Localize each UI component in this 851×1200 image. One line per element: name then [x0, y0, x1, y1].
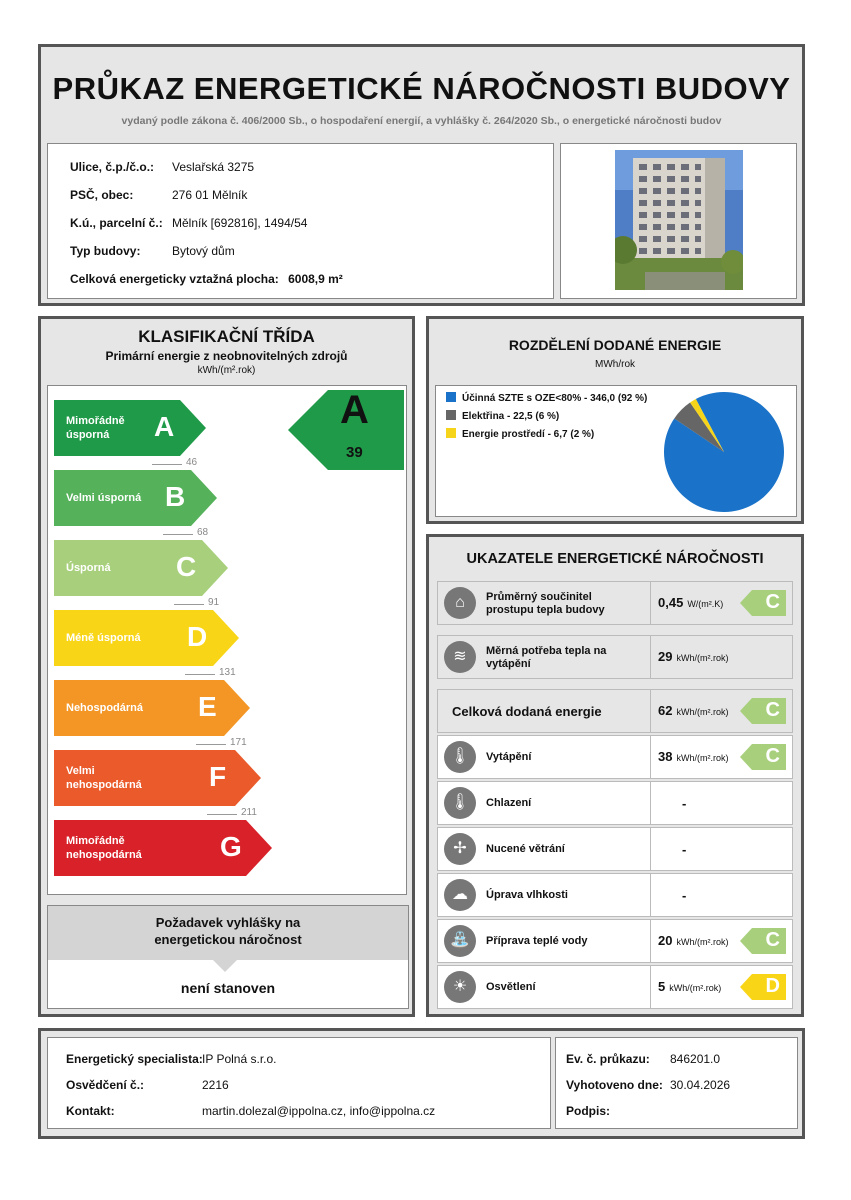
indicator-unit: W/(m².K)	[687, 599, 724, 609]
class-name: Mimořádně nehospodárná	[66, 835, 142, 861]
indicator-name: Úprava vlhkosti	[486, 889, 568, 901]
legend-label: Účinná SZTE s OZE<80% - 346,0 (92 %)	[462, 393, 648, 404]
classification-panel	[38, 316, 415, 1017]
header-panel	[38, 44, 805, 306]
indicator-name: Vytápění	[486, 751, 532, 763]
ku-row: K.ú., parcelní č.: Mělník [692816], 1494/54	[70, 216, 308, 230]
legend-swatch	[446, 428, 456, 438]
indicator-value: -	[682, 888, 687, 903]
indicators-panel	[426, 534, 804, 1017]
building-info	[47, 143, 554, 299]
indicator-row	[437, 635, 793, 679]
class-bar-c	[54, 540, 228, 596]
indicator-value: 5 kWh/(m².rok)	[658, 979, 722, 994]
heat-icon: ≋	[444, 641, 476, 673]
indicator-row	[437, 827, 793, 871]
ev-value: 846201.0	[670, 1052, 721, 1066]
fan-icon: ✢	[444, 833, 476, 865]
threshold-value: 91	[208, 597, 220, 608]
cert-label: Osvědčení č.:	[66, 1078, 145, 1092]
result-class: A	[340, 388, 369, 432]
building-photo-frame	[560, 143, 797, 299]
thermometer-icon: 🌡	[444, 787, 476, 819]
class-name: Velmi nehospodárná	[66, 765, 142, 791]
specialist-label: Energetický specialista:	[66, 1052, 203, 1066]
requirement-value: není stanoven	[180, 980, 276, 996]
footer-left	[47, 1037, 551, 1129]
indicator-value: -	[682, 842, 687, 857]
indicator-unit: kWh/(m².rok)	[676, 707, 729, 717]
indicator-name: Nucené větrání	[486, 843, 565, 855]
class-name: Mimořádně úsporná	[66, 415, 125, 441]
energy-legend	[446, 392, 647, 446]
class-bar-d	[54, 610, 239, 666]
lightbulb-icon: ☀	[444, 971, 476, 1003]
indicator-row	[437, 581, 793, 625]
threshold-line	[174, 604, 204, 605]
address-row: Ulice, č.p./č.o.: Veslařská 3275	[70, 160, 255, 174]
ev-label: Ev. č. průkazu:	[566, 1052, 650, 1066]
result-value: 39	[346, 444, 363, 461]
class-letter: D	[187, 621, 208, 652]
result-class-arrow	[288, 390, 404, 470]
indicator-name: Průměrný součinitel prostupu tepla budovy	[486, 591, 605, 616]
requirement-box	[47, 905, 409, 1009]
indicator-class: D	[765, 975, 780, 997]
indicator-value: 0,45 W/(m².K)	[658, 595, 724, 610]
energy-unit: MWh/rok	[595, 359, 635, 370]
indicator-class: C	[765, 929, 780, 951]
indicator-unit: kWh/(m².rok)	[669, 983, 722, 993]
classification-unit: kWh/(m².rok)	[197, 365, 256, 376]
class-bar-f	[54, 750, 261, 806]
class-letter: B	[165, 481, 186, 512]
footer-panel	[38, 1028, 805, 1139]
date-value: 30.04.2026	[670, 1078, 731, 1092]
indicator-value: 20 kWh/(m².rok)	[658, 933, 729, 948]
class-name: Úsporná	[66, 562, 111, 574]
threshold-value: 68	[197, 527, 209, 538]
classification-subtitle: Primární energie z neobnovitelných zdrojů	[105, 349, 348, 363]
indicator-name: Osvětlení	[486, 981, 536, 993]
page-subtitle: vydaný podle zákona č. 406/2000 Sb., o hospodaření energií, a vyhlášky č. 264/2020 Sb., o energetické náročnosti budov	[121, 115, 722, 127]
indicator-name: Příprava teplé vody	[486, 935, 588, 947]
indicator-name: Měrná potřeba tepla na vytápění	[486, 645, 607, 670]
classification-scale	[47, 385, 407, 895]
energy-chart-box	[435, 385, 797, 517]
threshold-value: 46	[186, 457, 198, 468]
indicator-class: C	[765, 745, 780, 767]
energy-panel	[426, 316, 804, 524]
class-letter: C	[176, 551, 197, 582]
legend-item	[446, 428, 647, 446]
class-bar-a	[54, 400, 206, 456]
thermometer-plus-icon: 🌡	[444, 741, 476, 773]
class-name: Velmi úsporná	[66, 492, 142, 504]
indicator-name: Chlazení	[486, 797, 532, 809]
legend-item	[446, 410, 647, 428]
threshold-line	[207, 814, 237, 815]
legend-label: Energie prostředí - 6,7 (2 %)	[462, 429, 595, 440]
indicator-value: 29 kWh/(m².rok)	[658, 649, 729, 664]
class-name: Nehospodárná	[66, 702, 144, 714]
date-label: Vyhotoveno dne:	[566, 1078, 663, 1092]
indicator-value: -	[682, 796, 687, 811]
contact-value: martin.dolezal@ippolna.cz, info@ippolna.cz	[202, 1104, 436, 1118]
legend-swatch	[446, 392, 456, 402]
legend-swatch	[446, 410, 456, 420]
indicator-row	[437, 965, 793, 1009]
indicator-row	[437, 919, 793, 963]
indicator-class-badge	[740, 698, 786, 724]
class-bar-g	[54, 820, 272, 876]
area-row: Celková energeticky vztažná plocha: 6008,9 m²	[70, 272, 343, 286]
faucet-icon: ⛲	[444, 925, 476, 957]
class-bar-b	[54, 470, 217, 526]
indicator-row	[437, 781, 793, 825]
legend-item	[446, 392, 647, 410]
building-photo	[615, 150, 743, 290]
specialist-value: IP Polná s.r.o.	[202, 1052, 277, 1066]
class-letter: A	[154, 411, 175, 442]
energy-title: ROZDĚLENÍ DODANÉ ENERGIE	[508, 337, 722, 353]
threshold-line	[185, 674, 215, 675]
threshold-line	[152, 464, 182, 465]
indicator-class-badge	[740, 590, 786, 616]
indicator-value: 38 kWh/(m².rok)	[658, 749, 729, 764]
indicator-row	[437, 689, 793, 733]
threshold-line	[163, 534, 193, 535]
indicators-title: UKAZATELE ENERGETICKÉ NÁROČNOSTI	[466, 551, 764, 567]
indicator-value: 62 kWh/(m².rok)	[658, 703, 729, 718]
type-row: Typ budovy: Bytový dům	[70, 244, 235, 258]
indicator-name: Celková dodaná energie	[452, 704, 602, 719]
indicator-class: C	[765, 591, 780, 613]
indicator-class: C	[765, 699, 780, 721]
class-bar-e	[54, 680, 250, 736]
threshold-value: 131	[219, 667, 236, 678]
indicator-row	[437, 873, 793, 917]
classification-title: KLASIFIKAČNÍ TŘÍDA	[138, 327, 315, 346]
indicator-row	[437, 735, 793, 779]
house-icon: ⌂	[444, 587, 476, 619]
indicator-class-badge	[740, 928, 786, 954]
indicator-unit: kWh/(m².rok)	[676, 753, 729, 763]
page-title: PRŮKAZ ENERGETICKÉ NÁROČNOSTI BUDOVY	[52, 71, 791, 106]
class-letter: F	[209, 761, 227, 792]
indicator-unit: kWh/(m².rok)	[676, 653, 729, 663]
indicator-class-badge	[740, 974, 786, 1000]
energy-pie-chart	[640, 368, 808, 536]
requirement-arrow	[213, 960, 237, 972]
cert-value: 2216	[202, 1078, 229, 1092]
class-letter: E	[198, 691, 217, 722]
contact-label: Kontakt:	[66, 1104, 115, 1118]
class-letter: G	[220, 831, 242, 862]
humidity-icon: ☁	[444, 879, 476, 911]
psc-row: PSČ, obec: 276 01 Mělník	[70, 188, 248, 202]
footer-right	[555, 1037, 798, 1129]
sign-label: Podpis:	[566, 1104, 610, 1118]
threshold-line	[196, 744, 226, 745]
threshold-value: 211	[241, 807, 257, 818]
threshold-value: 171	[230, 737, 247, 748]
requirement-title: Požadavek vyhlášky na energetickou náročnost	[154, 915, 302, 947]
indicator-class-badge	[740, 744, 786, 770]
legend-label: Elektřina - 22,5 (6 %)	[462, 411, 560, 422]
indicator-unit: kWh/(m².rok)	[676, 937, 729, 947]
class-name: Méně úsporná	[66, 632, 141, 644]
